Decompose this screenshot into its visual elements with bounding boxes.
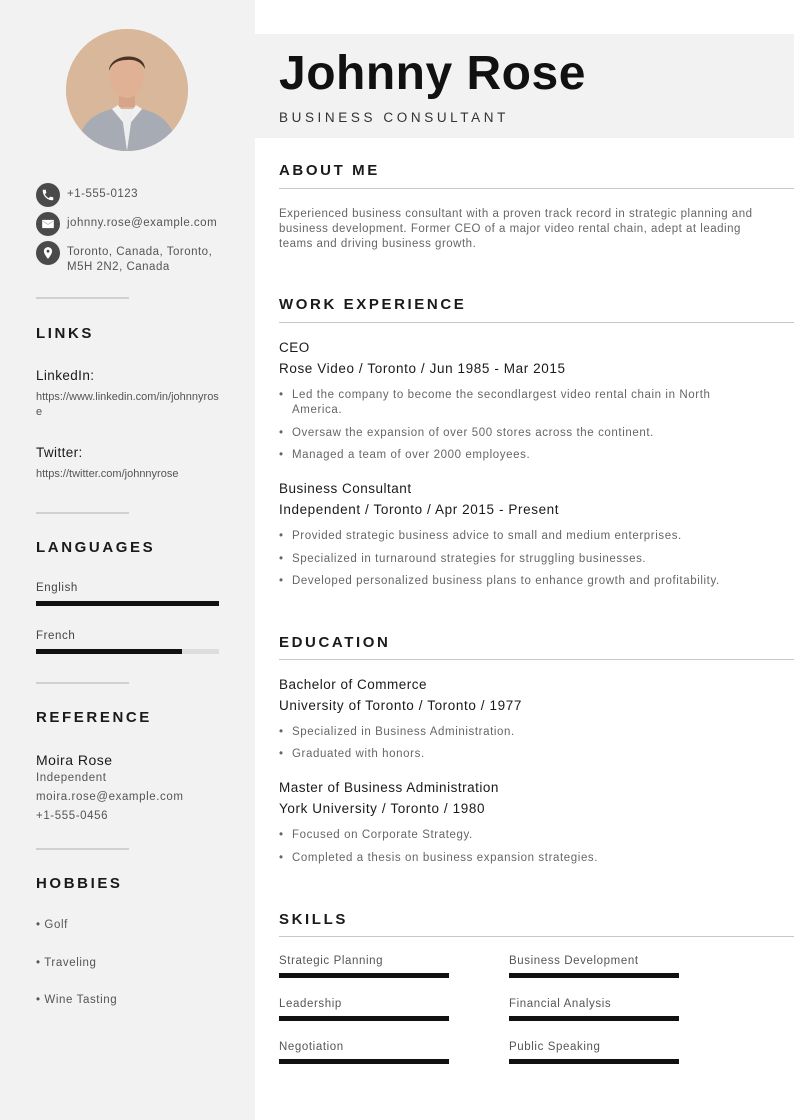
hobbies-heading: HOBBIES <box>36 875 123 892</box>
skill-name: Public Speaking <box>509 1041 601 1053</box>
skill-level-bar <box>279 1059 449 1064</box>
reference-email[interactable]: moira.rose@example.com <box>36 791 184 803</box>
job-bullet: • Provided strategic business advice to small and medium enterprises. <box>279 529 759 544</box>
hobby-label: Wine Tasting <box>44 994 118 1006</box>
main-content <box>255 0 794 1120</box>
job-details: Rose Video / Toronto / Jun 1985 - Mar 2015 <box>279 361 566 376</box>
skills-heading: SKILLS <box>279 911 348 928</box>
sidebar <box>0 0 255 1120</box>
language-level-bar <box>36 601 219 606</box>
degree-bullet: • Focused on Corporate Strategy. <box>279 828 759 843</box>
skill-level-fill <box>509 973 679 978</box>
language-level-fill <box>36 601 219 606</box>
job-bullet: • Led the company to become the secondlargest video rental chain in North America. <box>279 388 759 418</box>
skill-level-fill <box>509 1059 679 1064</box>
profile-photo <box>66 29 188 151</box>
degree-bullet: • Graduated with honors. <box>279 747 759 762</box>
divider <box>36 512 129 514</box>
section-divider <box>279 322 794 323</box>
section-divider <box>279 659 794 660</box>
reference-company: Independent <box>36 772 107 784</box>
phone-icon <box>36 183 60 207</box>
section-divider <box>279 188 794 189</box>
job-bullet: • Developed personalized business plans to enhance growth and profitability. <box>279 574 759 589</box>
education-heading: EDUCATION <box>279 634 391 651</box>
language-name: French <box>36 630 76 642</box>
skill-level-bar <box>509 1059 679 1064</box>
contact-email <box>36 212 217 236</box>
twitter-label: Twitter: <box>36 445 83 460</box>
work-heading: WORK EXPERIENCE <box>279 296 467 313</box>
hobby-label: Traveling <box>44 957 97 969</box>
person-name: Johnny Rose <box>279 47 586 100</box>
twitter-url[interactable]: https://twitter.com/johnnyrose <box>36 468 179 480</box>
hobby-item: • Wine Tasting <box>36 994 118 1006</box>
skill-level-bar <box>279 973 449 978</box>
hobby-label: Golf <box>44 919 68 931</box>
skill-level-fill <box>279 973 449 978</box>
location-pin-icon <box>36 241 60 265</box>
divider <box>36 848 129 850</box>
languages-heading: LANGUAGES <box>36 539 156 556</box>
degree-name: Master of Business Administration <box>279 780 499 795</box>
degree-details: University of Toronto / Toronto / 1977 <box>279 698 522 713</box>
linkedin-url[interactable]: https://www.linkedin.com/in/johnnyrose <box>36 391 219 418</box>
degree-details: York University / Toronto / 1980 <box>279 801 486 816</box>
about-heading: ABOUT ME <box>279 162 380 179</box>
job-bullet: • Specialized in turnaround strategies for struggling businesses. <box>279 552 759 567</box>
skill-name: Strategic Planning <box>279 955 384 967</box>
skill-name: Negotiation <box>279 1041 344 1053</box>
skill-level-fill <box>279 1016 449 1021</box>
links-heading: LINKS <box>36 325 94 342</box>
hobby-item: • Golf <box>36 919 68 931</box>
degree-name: Bachelor of Commerce <box>279 677 428 692</box>
skill-level-bar <box>509 973 679 978</box>
linkedin-label: LinkedIn: <box>36 368 95 383</box>
skill-level-fill <box>509 1016 679 1021</box>
divider <box>36 682 129 684</box>
degree-bullet: • Specialized in Business Administration. <box>279 725 759 740</box>
skill-name: Business Development <box>509 955 639 967</box>
section-divider <box>279 936 794 937</box>
reference-name: Moira Rose <box>36 752 113 768</box>
reference-heading: REFERENCE <box>36 709 152 726</box>
language-level-bar <box>36 649 219 654</box>
contact-phone <box>36 183 217 207</box>
skill-level-bar <box>509 1016 679 1021</box>
envelope-icon <box>36 212 60 236</box>
job-bullet: • Oversaw the expansion of over 500 stores across the continent. <box>279 426 759 441</box>
skill-level-fill <box>279 1059 449 1064</box>
contact-address <box>36 241 217 275</box>
job-bullet: • Managed a team of over 2000 employees. <box>279 448 759 463</box>
email-text: johnny.rose@example.com <box>67 217 218 229</box>
job-role: Business Consultant <box>279 481 412 496</box>
language-level-fill <box>36 649 182 654</box>
job-details: Independent / Toronto / Apr 2015 - Present <box>279 502 560 517</box>
header <box>255 34 794 138</box>
hobby-item: • Traveling <box>36 957 97 969</box>
degree-bullet: • Completed a thesis on business expansion strategies. <box>279 851 759 866</box>
skill-level-bar <box>279 1016 449 1021</box>
job-role: CEO <box>279 340 310 355</box>
skill-name: Leadership <box>279 998 342 1010</box>
about-text: Experienced business consultant with a proven track record in strategic planning and business development. Former CEO of a major video rental chain, adept at leading teams and driving business growth. <box>279 208 753 250</box>
reference-phone: +1-555-0456 <box>36 810 109 822</box>
skill-name: Financial Analysis <box>509 998 612 1010</box>
address-text: Toronto, Canada, Toronto, M5H 2N2, Canada <box>67 246 213 273</box>
divider <box>36 297 129 299</box>
job-title: BUSINESS CONSULTANT <box>279 110 509 125</box>
phone-text: +1-555-0123 <box>67 188 139 200</box>
language-name: English <box>36 582 78 594</box>
